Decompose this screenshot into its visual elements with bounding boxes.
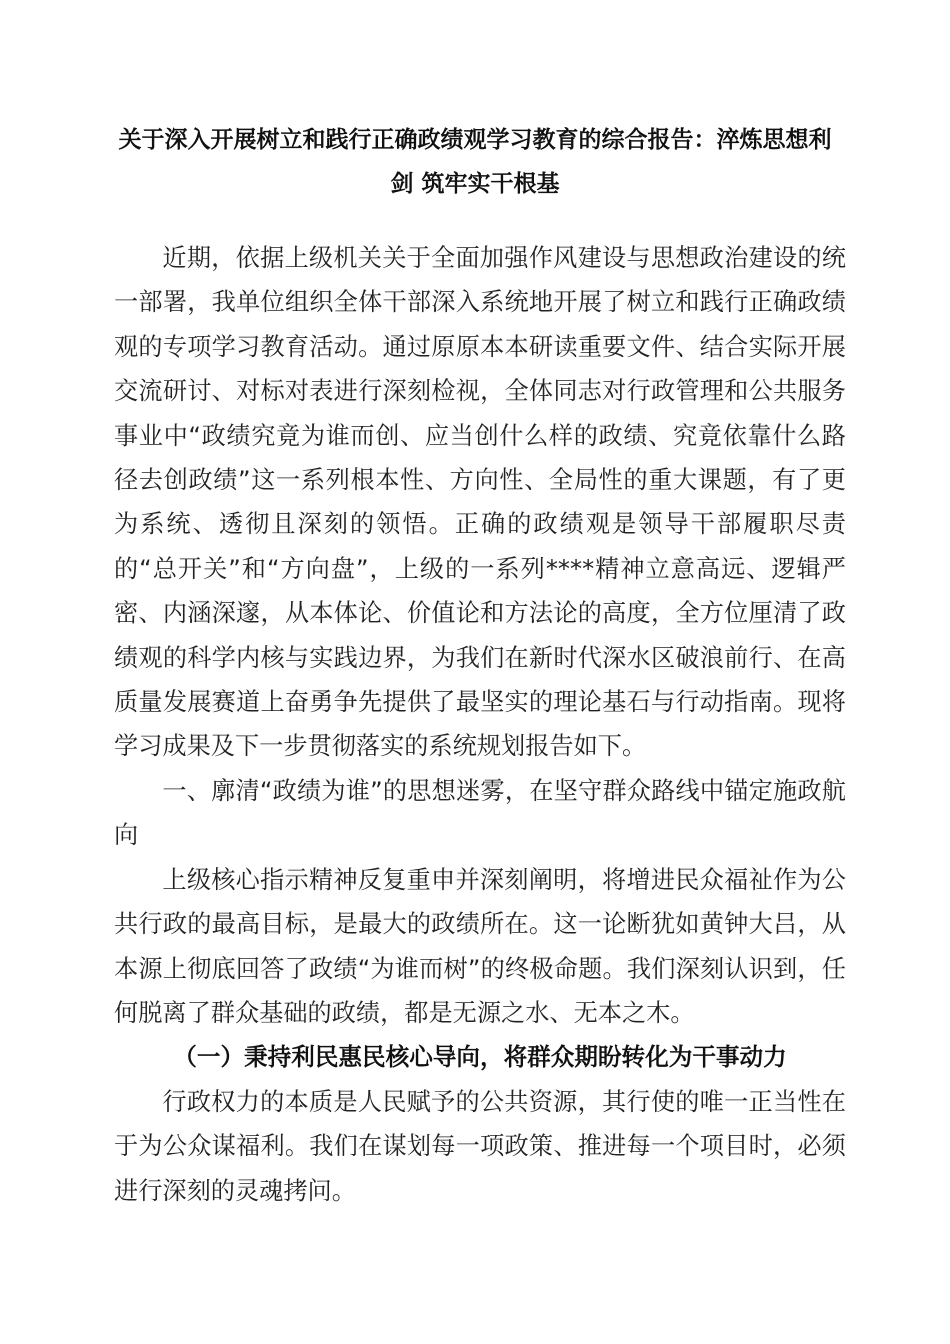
intro-paragraph: 近期，依据上级机关关于全面加强作风建设与思想政治建设的统一部署，我单位组织全体干部深入系统地开展了树立和践行正确政绩观的专项学习教育活动。通过原原本本研读重要文件、结合实际开展交流研讨、对标对表进行深刻检视，全体同志对行政管理和公共服务事业中“政绩究竟为谁而创、应当创什么样的政绩、究竟依靠什么路径去创政绩”这一系列根本性、方向性、全局性的重大课题，有了更为系统、透彻且深刻的领悟。正确的政绩观是领导干部履职尽责的“总开关”和“方向盘”，上级的一系列****精神立意高远、逻辑严密、内涵深邃，从本体论、价值论和方法论的高度，全方位厘清了政绩观的科学内核与实践边界，为我们在新时代深水区破浪前行、在高质量发展赛道上奋勇争先提供了最坚实的理论基石与行动指南。现将学习成果及下一步贯彻落实的系统规划报告如下。 (114, 244, 846, 761)
body-paragraph: 上级核心指示精神反复重申并深刻阐明，将增进民众福祉作为公共行政的最高目标，是最大的政绩所在。这一论断犹如黄钟大吕，从本源上彻底回答了政绩“为谁而树”的终极命题。我们深刻认识到，任何脱离了群众基础的政绩，都是无源之水、无本之木。 (114, 865, 846, 1027)
document-title: 关于深入开展树立和践行正确政绩观学习教育的综合报告：淬炼思想利剑 筑牢实干根基 (118, 127, 832, 197)
subsection-heading-1: （一）秉持利民惠民核心导向，将群众期盼转化为干事动力 (173, 1043, 787, 1072)
section-heading-1: 一、廓清“政绩为谁”的思想迷雾，在坚守群众路线中锚定施政航向 (114, 776, 846, 850)
body-paragraph: 行政权力的本质是人民赋予的公共资源，其行使的唯一正当性在于为公众谋福利。我们在谋划每一项政策、推进每一个项目时，必须进行深刻的灵魂拷问。 (114, 1087, 846, 1205)
document-body (114, 236, 846, 1213)
